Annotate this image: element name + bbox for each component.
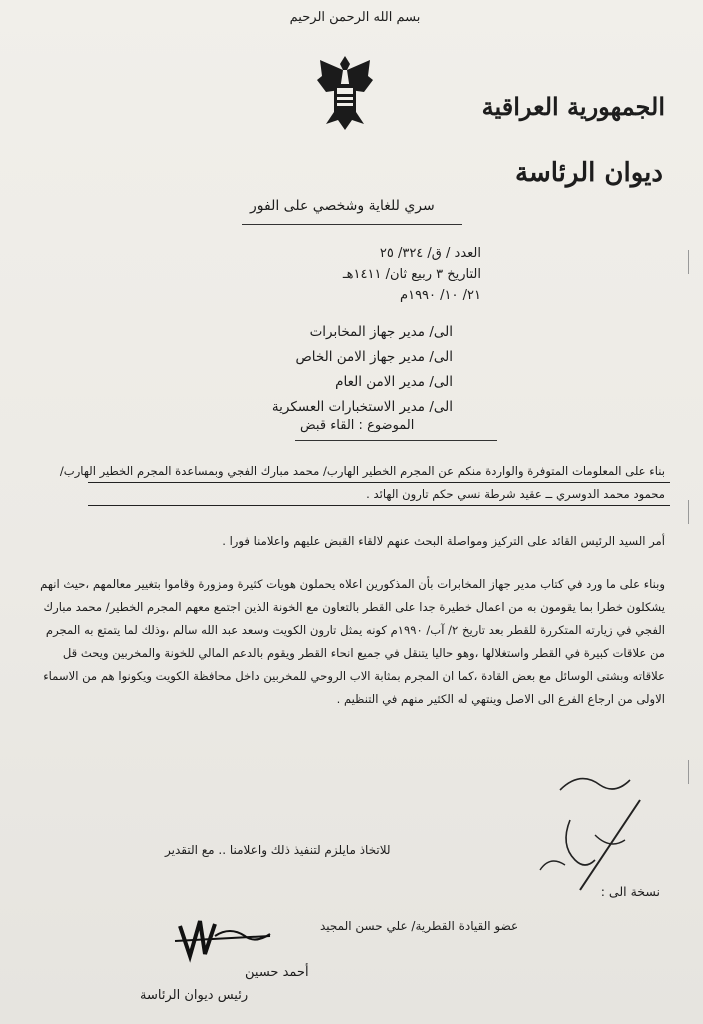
eagle-emblem-icon <box>314 50 376 136</box>
reference-number: العدد / ق/ ٣٢٤/ ٢٥ <box>379 246 481 261</box>
reference-date-gregorian: ٢١/ ١٠/ ١٩٩٠م <box>400 288 481 303</box>
copy-to-recipient: عضو القيادة القطرية/ علي حسن المجيد <box>320 919 519 933</box>
signatory-title: رئيس ديوان الرئاسة <box>140 988 249 1003</box>
handwritten-annotation-icon <box>500 760 660 900</box>
classification-underline <box>242 224 462 225</box>
recipient-item: الى/ مدير الاستخبارات العسكرية <box>271 399 453 415</box>
recipient-item: الى/ مدير جهاز الامن الخاص <box>295 349 453 365</box>
basmala: بسم الله الرحمن الرحيم <box>289 10 421 25</box>
recipient-item: الى/ مدير جهاز المخابرات <box>309 324 453 340</box>
copy-to-label: نسخة الى : <box>600 884 660 899</box>
emphasis-underline <box>88 482 670 483</box>
recipient-item: الى/ مدير الامن العام <box>335 374 453 390</box>
signature-icon <box>170 906 280 966</box>
margin-mark <box>688 250 699 274</box>
body-paragraph-3: وبناء على ما ورد في كتاب مدير جهاز المخابرات بأن المذكورين اعلاه يحملون هويات كثيرة ومزورة وقاموا بتغيير معالمهم ،حيث انهم يشكلون خطرا بما يقومون به من اعمال خطيرة جدا على القطر بالتعاون مع الخونة الذين اجتمع معهم المجرم الخطير/ محمد مبارك الفجي في زيارته المتكررة للقطر بعد تاريخ ٢/ آب/ ١٩٩٠م كونه يمثل تارون الكويت وسعد عبد الله سالم ،وذلك لما يتمتع به المجرم من علاقات كبيرة في القطر واستغلالها ،وهو حاليا يتنقل في جميع انحاء القطر ويقوم بالدعم المالي للخونة والمخربين ويحث قل علاقاته وبشتى الوسائل مع بعض القادة ،كما ان المجرم بمثابة الاب الروحي للمخربين داخل محافظة الكويت ويكونوا هم من الاسماء الاولى من ارجاع الفرع الى الاصل وينتهي له الكثير منهم في التنظيم . <box>40 577 665 706</box>
body-paragraph-1: بناء على المعلومات المتوفرة والواردة منكم عن المجرم الخطير الهارب/ محمد مبارك الفجي وبمساعدة المجرم الخطير الهارب/ محمود محمد الدوسري ــ عقيد شرطة نسي حكم تارون الهائد . <box>59 464 665 501</box>
recipients-list <box>272 320 453 420</box>
classification: سري للغاية وشخصي على الفور <box>250 198 435 214</box>
reference-block <box>343 243 481 306</box>
margin-mark <box>688 760 699 784</box>
emphasis-underline <box>88 505 670 506</box>
subject-line: الموضوع : القاء قبض <box>300 418 415 433</box>
margin-mark <box>688 500 699 524</box>
reference-date-hijri: التاريخ ٣ ربيع ثان/ ١٤١١هـ <box>342 267 481 282</box>
body-paragraph-2: أمر السيد الرئيس القائد على التركيز ومواصلة البحث عنهم لالقاء القبض عليهم واعلامنا فورا . <box>222 534 665 548</box>
signatory-name: أحمد حسين <box>245 965 309 980</box>
republic-title: الجمهورية العراقية <box>481 92 665 121</box>
diwan-title: ديوان الرئاسة <box>515 158 663 188</box>
closing-line: للاتخاذ مايلزم لتنفيذ ذلك واعلامنا .. مع التقدير <box>165 843 391 857</box>
subject-underline <box>295 440 497 441</box>
